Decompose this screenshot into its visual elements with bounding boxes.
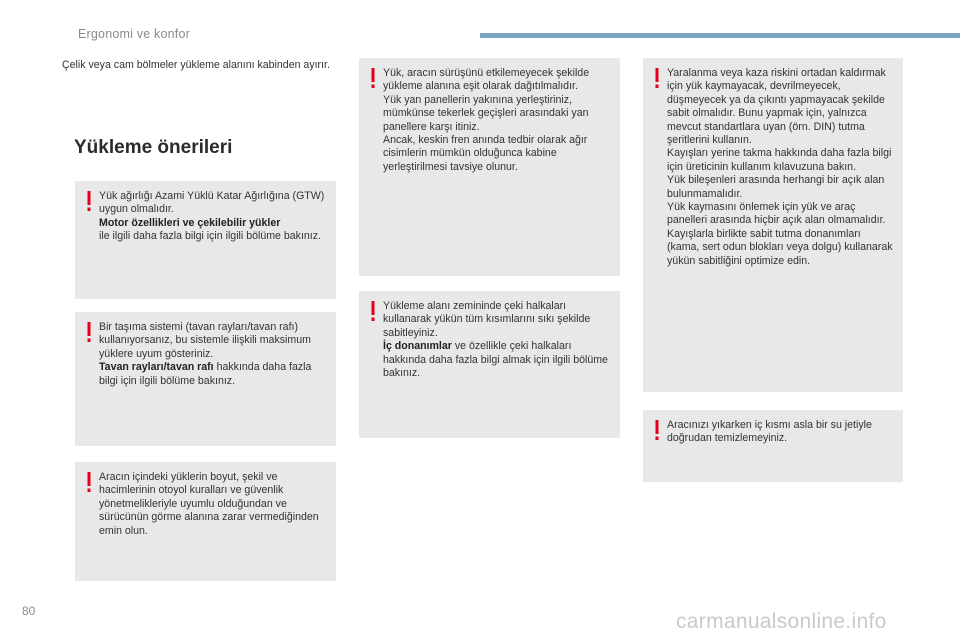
watermark: carmanualsonline.info (676, 610, 887, 633)
warning-text: Yaralanma veya kaza riskini ortadan kaldırmak için yük kaymayacak, devrilmeyecek, düşmeyecek ya da çıkıntı yapmayacak şekilde sabit olmalıdır. Bunu yapmak için, yalnızca mevcut standartlara uyan (örn. DIN) tutma şeritlerini kullanın. Kayışları yerine takma hakkında daha fazla bilgi için üreticinin kullanım kılavuzuna bakın. Yük bileşenleri arasında herhangi bir açık alan bulunmamalıdır. Yük kaymasını önlemek için yük ve araç panelleri arasında hiçbir açık alan olmamalıdır. Kayışlarla birlikte sabit tutma donanımları (kama, sert odun blokları veya dolgu) kullanarak yükün sabitliğini optimize edin. (667, 67, 893, 267)
page-number: 80 (22, 604, 36, 618)
warning-icon (369, 301, 377, 322)
section-title: Yükleme önerileri (74, 137, 233, 158)
warning-icon (653, 68, 661, 89)
warning-text: Aracın içindeki yüklerin boyut, şekil ve hacimlerinin otoyol kuralları ve güvenlik yönetmelikleriyle uyumlu olduğundan ve sürücünün görme alanına zarar vermediğinden emin olun. (99, 471, 319, 537)
warning-box-washing (643, 410, 903, 482)
warning-text: Yükleme alanı zemininde çeki halkaları kullanarak yükün tüm kısımlarını sıkı şekilde sabitleyiniz. İç donanımlar ve özellikle çeki halkaları hakkında daha fazla bilgi almak için ilgili bölüme bakınız. (383, 300, 608, 380)
warning-box-load-size (75, 462, 336, 581)
warning-icon (653, 420, 661, 441)
warning-box-gtw (75, 181, 336, 299)
header-accent-bar (480, 33, 960, 38)
warning-box-tie-rings (359, 291, 620, 438)
warning-box-load-distribution (359, 58, 620, 276)
page-header-title: Ergonomi ve konfor (78, 27, 190, 41)
warning-box-securing-load (643, 58, 903, 392)
warning-icon (85, 322, 93, 343)
warning-text: Aracınızı yıkarken iç kısmı asla bir su jetiyle doğrudan temizlemeyiniz. (667, 419, 872, 445)
warning-icon (85, 191, 93, 212)
warning-icon (85, 472, 93, 493)
warning-icon (369, 68, 377, 89)
warning-text: Yük, aracın sürüşünü etkilemeyecek şekilde yükleme alanına eşit olarak dağıtılmalıdır. Yük yan panellerin yakınına yerleştiriniz, mümkünse tekerlek geçişleri arasındaki yan panellere karşı itiniz. Ancak, keskin fren anında tedbir olarak ağır cisimlerin mümkün olduğunca kabine yerleştirilmesi tavsiye olunur. (383, 67, 590, 173)
warning-text: Bir taşıma sistemi (tavan rayları/tavan rafı) kullanıyorsanız, bu sistemle ilişkili maksimum yüklere uyum gösteriniz. Tavan rayları/tavan rafı hakkında daha fazla bilgi için ilgili bölüme bakınız. (99, 321, 312, 387)
warning-box-roof-rails (75, 312, 336, 446)
warning-text: Yük ağırlığı Azami Yüklü Katar Ağırlığına (GTW) uygun olmalıdır. Motor özellikleri ve çekilebilir yükler ile ilgili daha fazla bilgi için ilgili bölüme bakınız. (99, 190, 325, 243)
intro-paragraph: Çelik veya cam bölmeler yükleme alanını kabinden ayırır. (62, 59, 330, 71)
